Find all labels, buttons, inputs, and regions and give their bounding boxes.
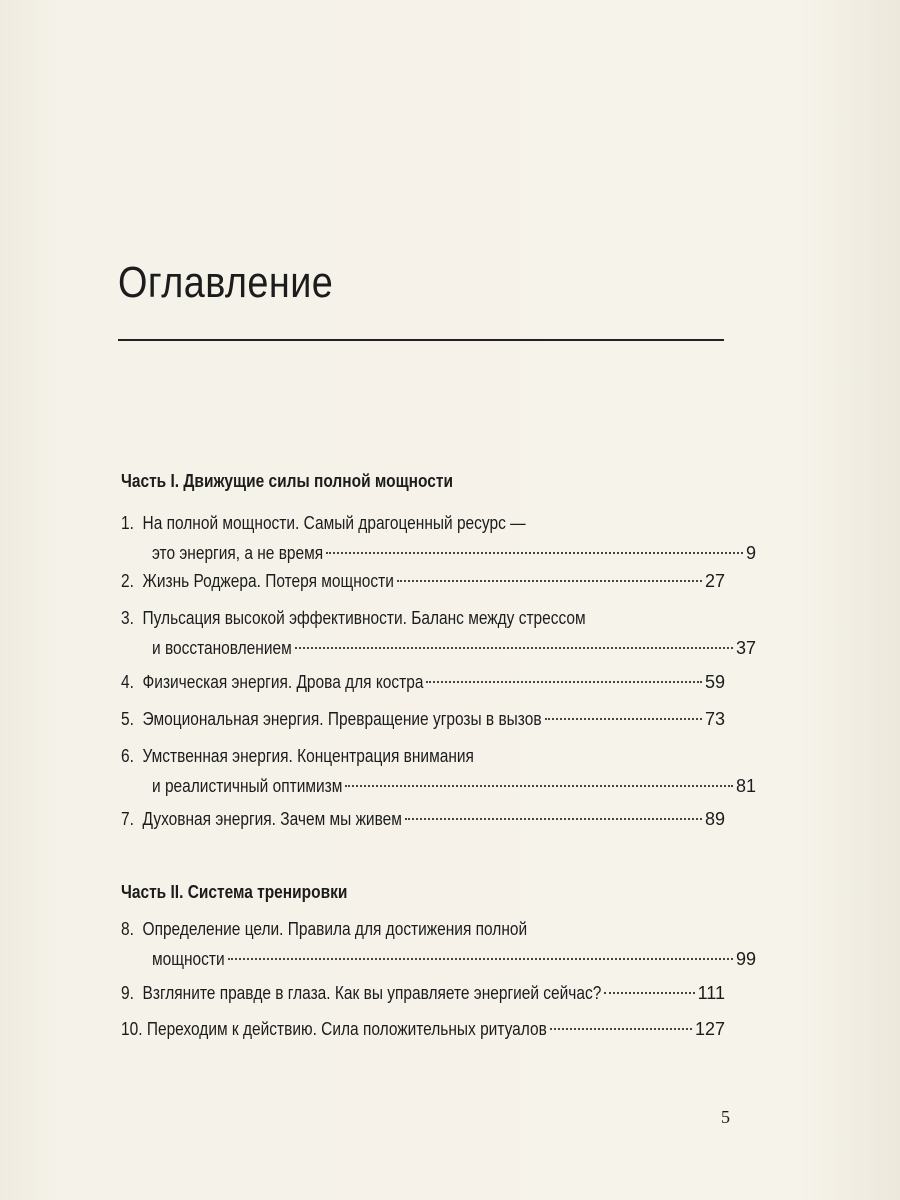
dot-leader — [604, 992, 694, 994]
chapter-title-line2: и реалистичный оптимизм — [152, 776, 343, 796]
chapter-number: 1. — [121, 513, 134, 533]
part-heading: Часть I. Движущие силы полной мощности — [121, 471, 453, 491]
title-rule — [118, 339, 724, 341]
chapter-number: 5. — [121, 709, 134, 729]
chapter-number: 8. — [121, 919, 134, 939]
dot-leader — [295, 647, 733, 649]
page-ref: 81 — [735, 776, 756, 796]
chapter-number: 9. — [121, 983, 134, 1003]
toc-entry[interactable] — [121, 914, 756, 974]
chapter-title-line1: Определение цели. Правила для достижения полной — [142, 919, 528, 939]
toc-entry[interactable] — [121, 978, 725, 1008]
dot-leader — [550, 1028, 692, 1030]
dot-leader — [426, 681, 702, 683]
dot-leader — [326, 552, 743, 554]
chapter-number: 2. — [121, 571, 134, 591]
page-ref: 37 — [735, 638, 756, 658]
chapter-title: Взгляните правде в глаза. Как вы управляете энергией сейчас? — [142, 983, 602, 1003]
dot-leader — [545, 718, 702, 720]
chapter-number: 7. — [121, 809, 134, 829]
chapter-title: Эмоциональная энергия. Превращение угрозы в вызов — [142, 709, 542, 729]
toc-entry[interactable] — [121, 667, 725, 697]
toc-entry[interactable] — [121, 741, 756, 801]
page-ref: 89 — [704, 809, 725, 829]
toc-entry[interactable] — [121, 566, 725, 596]
part-heading: Часть II. Система тренировки — [121, 882, 348, 902]
chapter-title-line1: Пульсация высокой эффективности. Баланс между стрессом — [142, 608, 586, 628]
chapter-number: 10. — [121, 1019, 143, 1039]
page-number: 5 — [721, 1107, 730, 1127]
toc-entry[interactable] — [121, 508, 756, 568]
chapter-number: 6. — [121, 746, 134, 766]
page-ref: 127 — [694, 1019, 725, 1039]
page-ref: 99 — [735, 949, 756, 969]
toc-entry[interactable] — [121, 603, 756, 663]
chapter-title-line2: это энергия, а не время — [152, 543, 324, 563]
page-ref: 59 — [704, 672, 725, 692]
chapter-title: Жизнь Роджера. Потеря мощности — [142, 571, 394, 591]
chapter-title-line1: На полной мощности. Самый драгоценный ресурс — — [142, 513, 526, 533]
toc-entry[interactable] — [121, 704, 725, 734]
page-ref: 9 — [745, 543, 756, 563]
toc-entry[interactable] — [121, 804, 725, 834]
chapter-title-line2: и восстановлением — [152, 638, 292, 658]
dot-leader — [228, 958, 733, 960]
dot-leader — [397, 580, 702, 582]
page-ref: 73 — [704, 709, 725, 729]
chapter-title: Переходим к действию. Сила положительных ритуалов — [146, 1019, 547, 1039]
page-ref: 111 — [697, 983, 725, 1003]
chapter-number: 3. — [121, 608, 134, 628]
chapter-title: Физическая энергия. Дрова для костра — [142, 672, 424, 692]
page-ref: 27 — [704, 571, 725, 591]
dot-leader — [345, 785, 733, 787]
chapter-title-line1: Умственная энергия. Концентрация внимания — [142, 746, 474, 766]
chapter-title-line2: мощности — [152, 949, 225, 969]
page-title: Оглавление — [118, 258, 334, 307]
dot-leader — [405, 818, 702, 820]
chapter-number: 4. — [121, 672, 134, 692]
chapter-title: Духовная энергия. Зачем мы живем — [142, 809, 402, 829]
toc-entry[interactable] — [121, 1014, 725, 1044]
